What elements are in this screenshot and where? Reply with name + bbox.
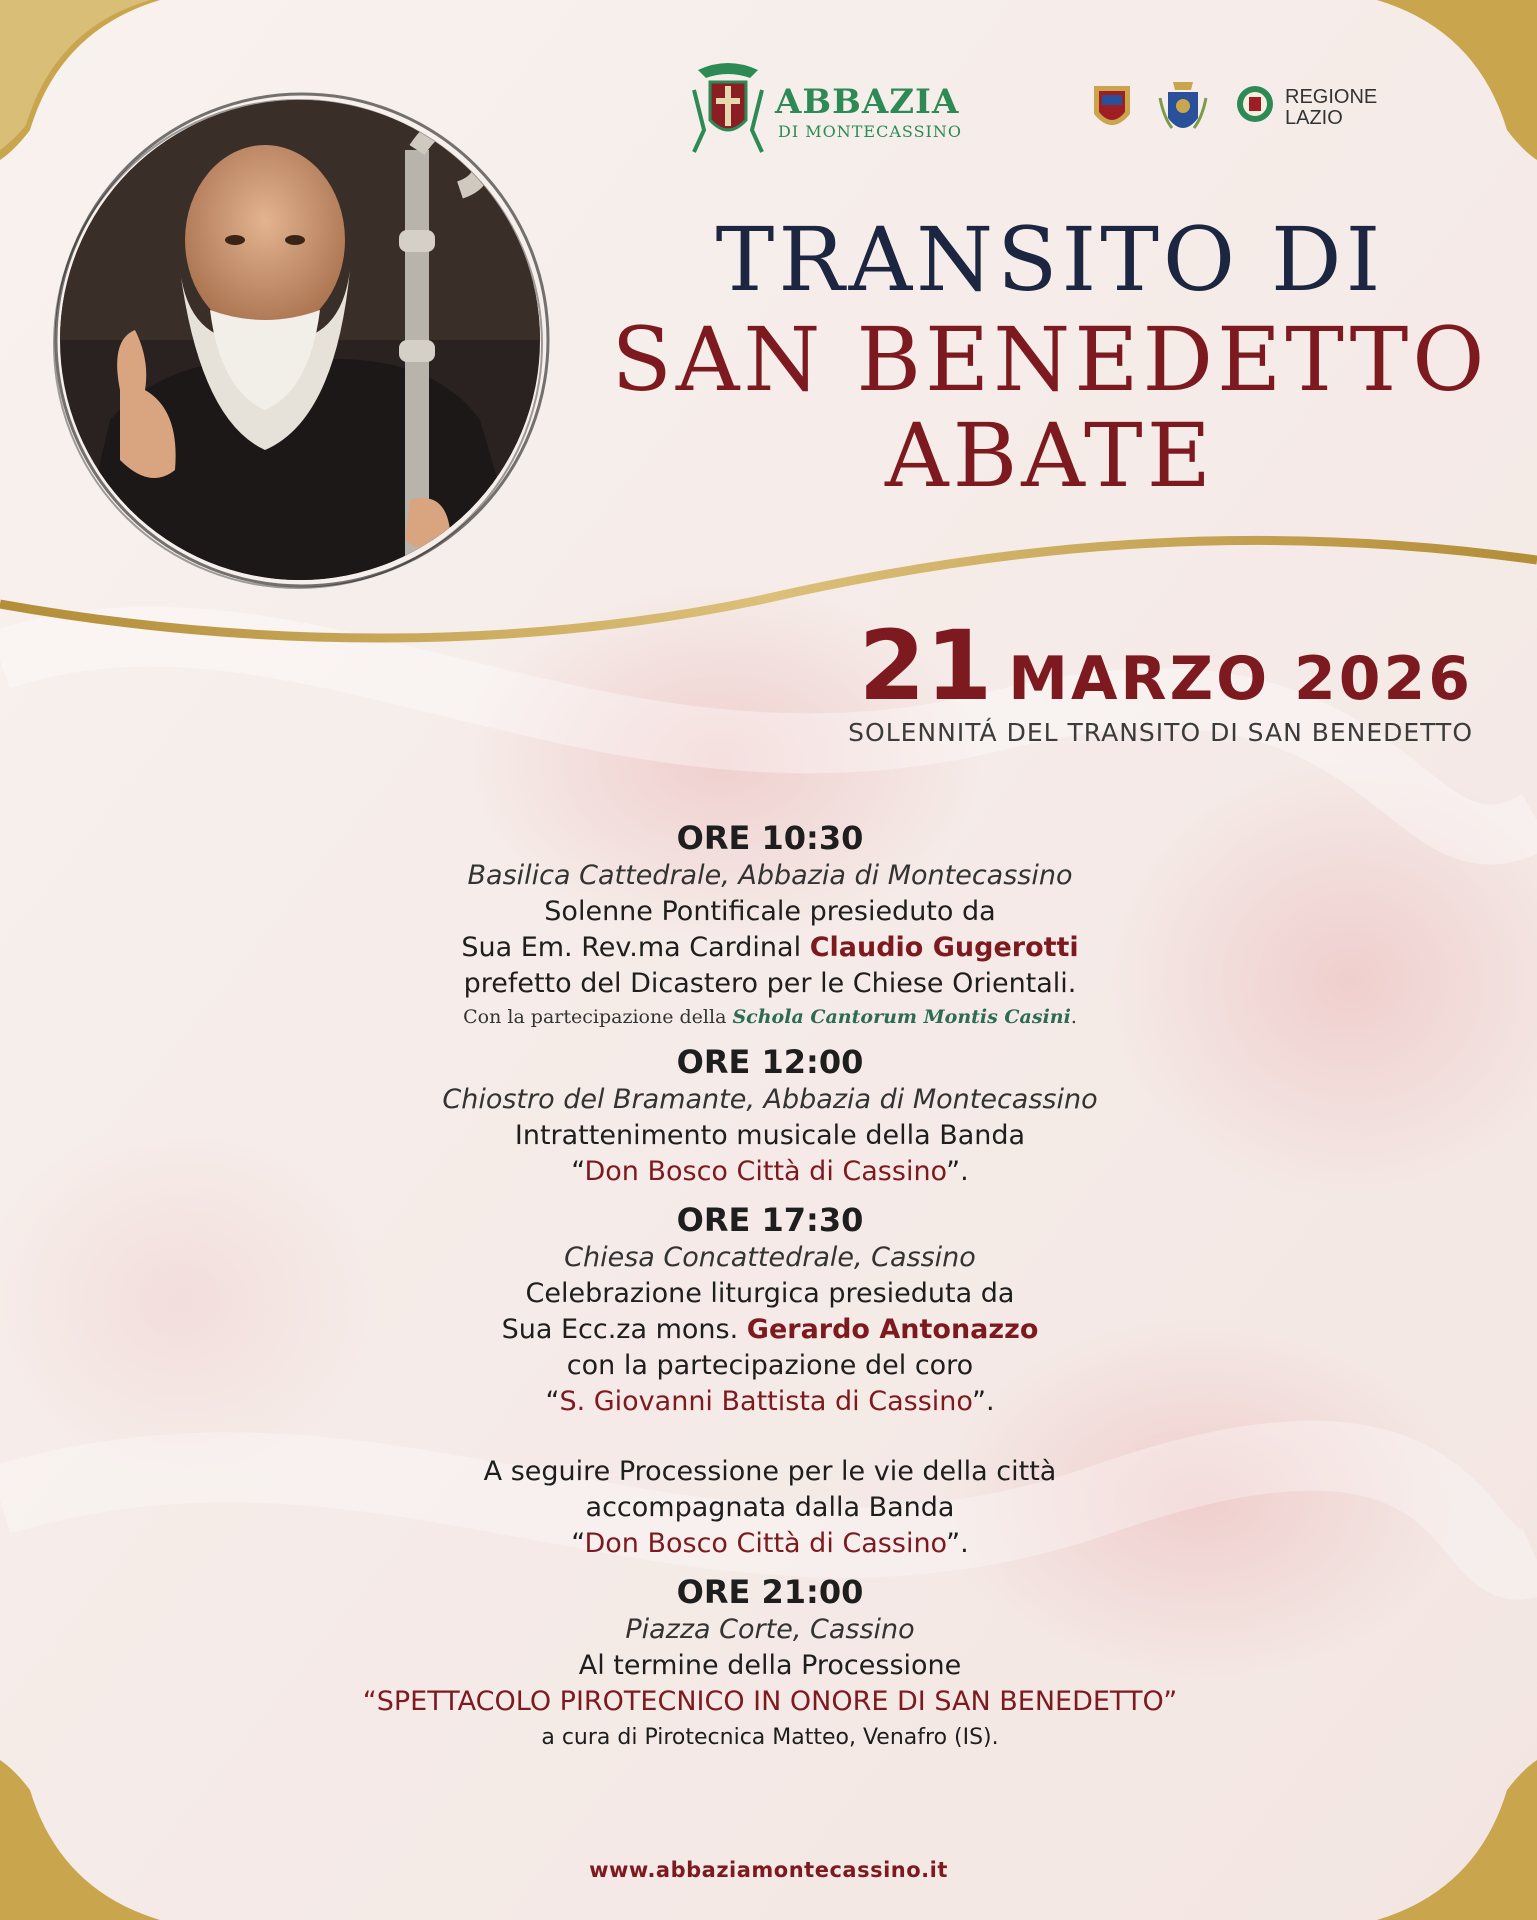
event-1200: ORE 12:00 Chiostro del Bramante, Abbazia di Montecassino Intrattenimento musicale della Banda “Don Bosco Città di Cassino”. (270, 1042, 1270, 1190)
cassino-crest-icon (1088, 80, 1136, 138)
abbazia-coat-of-arms-icon (690, 60, 766, 160)
portrait-san-benedetto (50, 90, 550, 590)
fireworks-title: “SPETTACOLO PIROTECNICO IN ONORE DI SAN BENEDETTO” (362, 1686, 1178, 1717)
title-line-1: TRANSITO DI (715, 208, 1385, 311)
event-program (270, 818, 1270, 1756)
regione-lazio-label: REGIONE LAZIO (1285, 86, 1378, 129)
abbazia-subtitle: DI MONTECASSINO (778, 122, 962, 141)
date-month-year: MARZO 2026 (1008, 644, 1473, 714)
title-line-3: ABATE (885, 404, 1215, 507)
website-link[interactable]: www.abbaziamontecassino.it (589, 1858, 948, 1882)
date-subtitle: SOLENNITÁ DEL TRANSITO DI SAN BENEDETTO (848, 718, 1473, 747)
event-place: Basilica Cattedrale, Abbazia di Montecassino (467, 860, 1073, 891)
choir-name: S. Giovanni Battista di Cassino (559, 1386, 972, 1417)
celebrant-name: Gerardo Antonazzo (746, 1314, 1039, 1345)
event-place: Piazza Corte, Cassino (625, 1614, 915, 1645)
abbazia-name: ABBAZIA (775, 82, 960, 122)
provincia-crest-icon (1158, 78, 1208, 140)
title-line-2: SAN BENEDETTO (611, 308, 1489, 411)
band-name: Don Bosco Città di Cassino (584, 1156, 947, 1187)
event-time: ORE 10:30 (676, 819, 864, 857)
regione-lazio-logo-icon (1235, 82, 1275, 126)
header-logos (690, 60, 1410, 170)
event-place: Chiesa Concattedrale, Cassino (564, 1242, 976, 1273)
event-date (859, 610, 1473, 722)
event-1730: ORE 17:30 Chiesa Concattedrale, Cassino Celebrazione liturgica presieduta da Sua Ecc.za mons. Gerardo Antonazzo con la partecipazione del coro “S. Giovanni Battista di Cassino”. A seguire Processione per le vie della città accompagnata dalla Banda “Don Bosco Città di Cassino”. (270, 1200, 1270, 1562)
celebrant-name: Claudio Gugerotti (809, 932, 1079, 963)
event-time: ORE 21:00 (676, 1573, 864, 1611)
event-place: Chiostro del Bramante, Abbazia di Montecassino (442, 1084, 1098, 1115)
event-2100: ORE 21:00 Piazza Corte, Cassino Al termine della Processione “SPETTACOLO PIROTECNICO IN ONORE DI SAN BENEDETTO” a cura di Pirotecnica Matteo, Venafro (IS). (270, 1572, 1270, 1756)
event-note: Con la partecipazione della Schola Cantorum Montis Casini. (463, 1006, 1077, 1028)
event-time: ORE 12:00 (676, 1043, 864, 1081)
date-day: 21 (858, 610, 993, 722)
event-1030: ORE 10:30 Basilica Cattedrale, Abbazia di Montecassino Solenne Pontificale presieduto da Sua Em. Rev.ma Cardinal Claudio Gugerotti prefetto del Dicastero per le Chiese Orientali. Con la partecipazione della Schola Cantorum Montis Casini. (270, 818, 1270, 1032)
band-name: Don Bosco Città di Cassino (584, 1528, 947, 1559)
event-time: ORE 17:30 (676, 1201, 864, 1239)
